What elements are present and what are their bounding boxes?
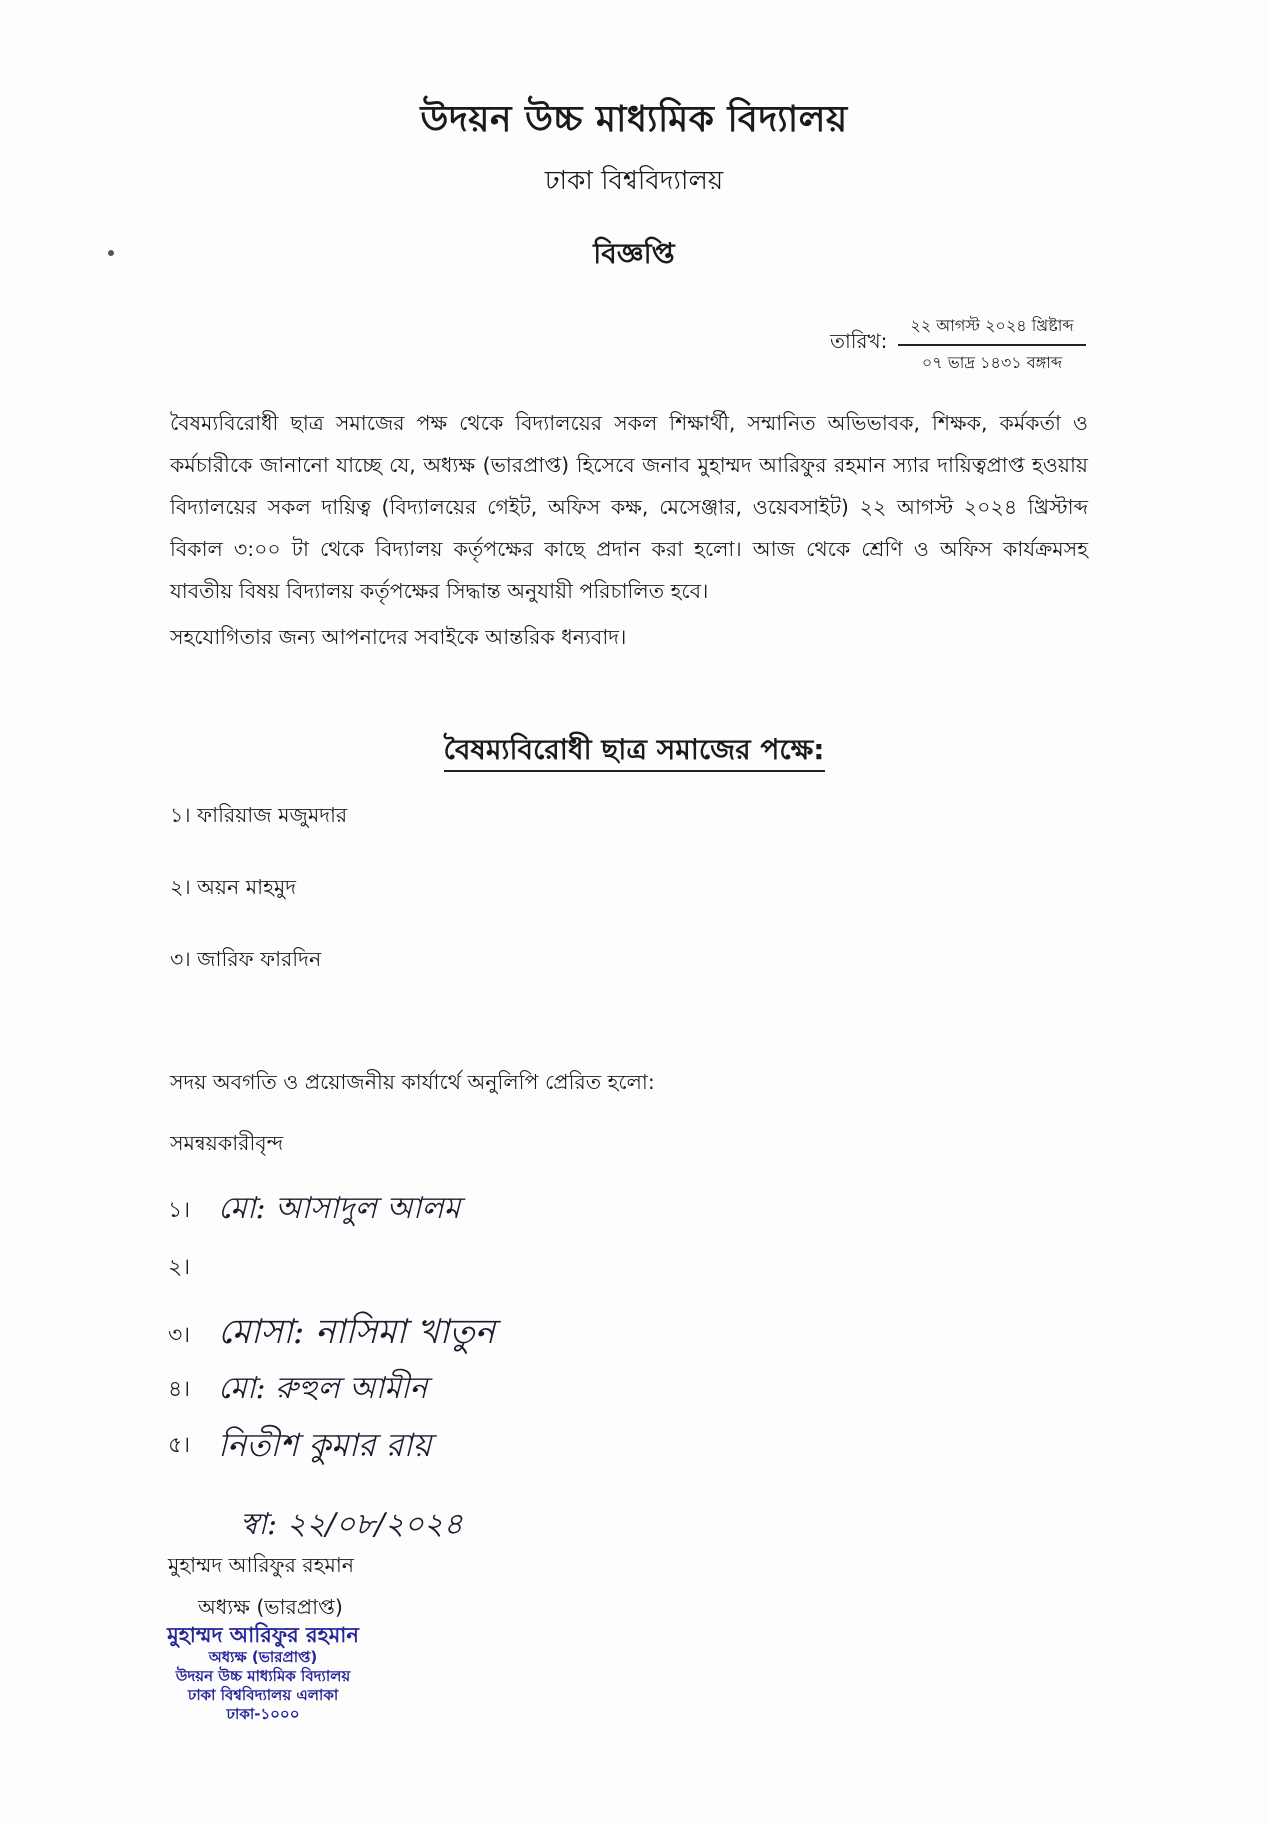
- date-gregorian: ২২ আগস্ট ২০২৪ খ্রিষ্টাব্দ: [898, 313, 1086, 346]
- member-2: ২। অয়ন মাহমুদ: [170, 875, 297, 899]
- stamp-area: ঢাকা বিশ্ববিদ্যালয় এলাকা: [187, 1685, 339, 1704]
- member-1: ১। ফারিয়াজ মজুমদার: [170, 803, 348, 827]
- date-bangla: ০৭ ভাদ্র ১৪৩১ বঙ্গাব্দ: [921, 353, 1063, 372]
- coordinator-signature-4: মো: রুহুল আমীন: [218, 1371, 428, 1406]
- date-label: তারিখ:: [830, 329, 888, 353]
- coordinator-number-4: ৪।: [168, 1377, 191, 1402]
- date-values: [898, 313, 1086, 377]
- behalf-heading-text: বৈষম্যবিরোধী ছাত্র সমাজের পক্ষে:: [444, 733, 825, 772]
- notice-body: বৈষম্যবিরোধী ছাত্র সমাজের পক্ষ থেকে বিদ্যালয়ের সকল শিক্ষার্থী, সম্মানিত অভিভাবক, শিক্ষক, কর্মকর্তা ও কর্মচারীকে জানানো যাচ্ছে যে, অধ্যক্ষ (ভারপ্রাপ্ত) হিসেবে জনাব মুহাম্মদ আরিফুর রহমান স্যার দায়িত্বপ্রাপ্ত হওয়ায় বিদ্যালয়ের সকল দায়িত্ব (বিদ্যালয়ের গেইট, অফিস কক্ষ, মেসেঞ্জার, ওয়েবসাইট) ২২ আগস্ট ২০২৪ খ্রিস্টাব্দ বিকাল ৩:০০ টা থেকে বিদ্যালয় কর্তৃপক্ষের কাছে প্রদান করা হলো। আজ থেকে শ্রেণি ও অফিস কার্যক্রমসহ যাবতীয় বিষয় বিদ্যালয় কর্তৃপক্ষের সিদ্ধান্ত অনুযায়ী পরিচালিত হবে।: [170, 411, 1088, 603]
- behalf-heading: [0, 728, 1268, 775]
- thanks-line: সহযোগিতার জন্য আপনাদের সবাইকে আন্তরিক ধন্যবাদ।: [170, 625, 627, 649]
- principal-signature: স্বা: ২২/০৮/২০২৪: [240, 1507, 463, 1542]
- coordinator-signature-1: মো: আসাদুল আলম: [218, 1191, 461, 1226]
- stamp-school: উদয়ন উচ্চ মাধ্যমিক বিদ্যালয়: [175, 1667, 351, 1685]
- stamp-role: অধ্যক্ষ (ভারপ্রাপ্ত): [208, 1648, 318, 1667]
- member-3: ৩। জারিফ ফারদিন: [170, 947, 322, 971]
- coordinator-number-3: ৩।: [168, 1323, 191, 1348]
- principal-name: মুহাম্মদ আরিফুর রহমান: [168, 1553, 355, 1577]
- stamp-name: মুহাম্মদ আরিফুর রহমান: [167, 1623, 359, 1647]
- stamp-city: ঢাকা-১০০০: [226, 1704, 300, 1723]
- coordinator-number-5: ৫।: [168, 1433, 191, 1458]
- coordinator-number-1: ১।: [168, 1198, 191, 1223]
- official-stamp: [118, 1622, 408, 1723]
- cc-line: সদয় অবগতি ও প্রয়োজনীয় কার্যার্থে অনুলিপি প্রেরিত হলো:: [170, 1070, 655, 1094]
- coordinator-number-2: ২।: [168, 1255, 191, 1280]
- principal-role: অধ্যক্ষ (ভারপ্রাপ্ত): [198, 1595, 343, 1619]
- school-name: উদয়ন উচ্চ মাধ্যমিক বিদ্যালয়: [420, 99, 848, 140]
- notice-title: বিজ্ঞপ্তি: [593, 237, 675, 270]
- coordinator-signature-3: মোসা: নাসিমা খাতুন: [218, 1312, 495, 1352]
- university-name: ঢাকা বিশ্ববিদ্যালয়: [544, 166, 724, 196]
- coordinators-label: সমন্বয়কারীবৃন্দ: [170, 1131, 284, 1155]
- coordinator-signature-5: নিতীশ কুমার রায়: [218, 1426, 432, 1464]
